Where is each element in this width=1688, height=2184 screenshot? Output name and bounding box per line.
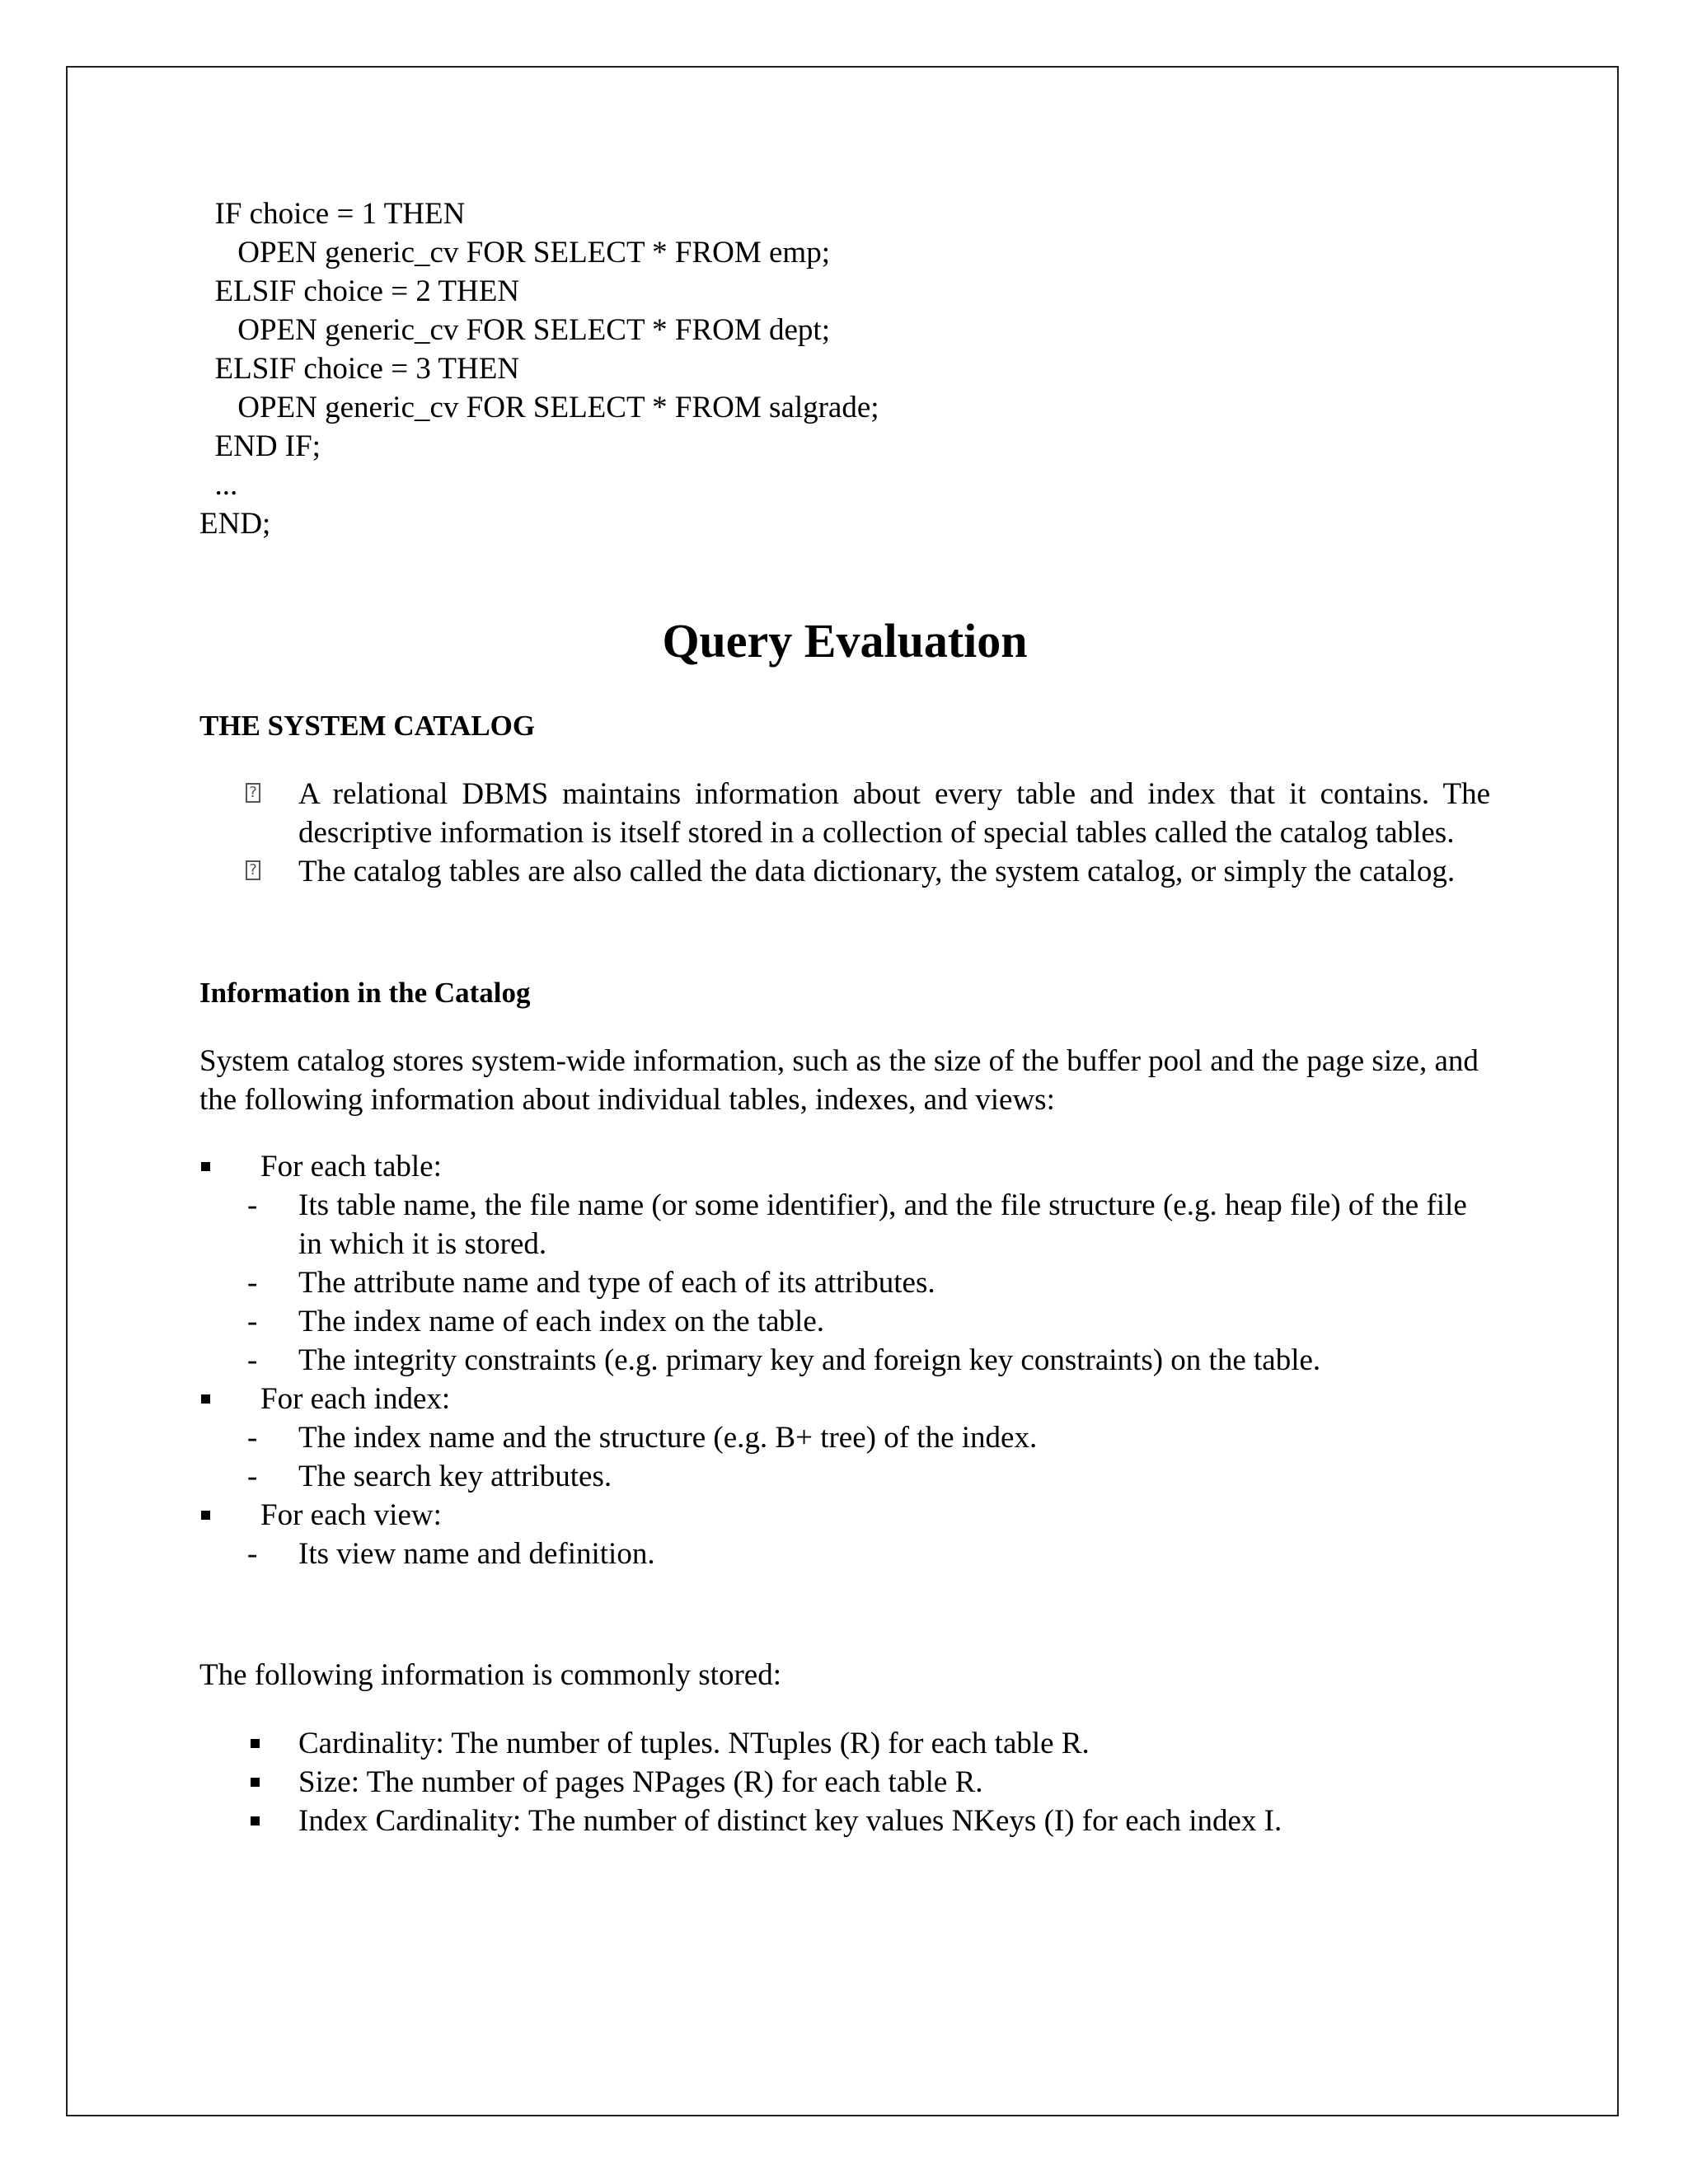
list-item-text: The integrity constraints (e.g. primary key and foreign key constraints) on the table. (298, 1343, 1321, 1377)
list-item (199, 1535, 1490, 1573)
dash-bullet-icon: - (247, 1266, 258, 1300)
list-item-text: The attribute name and type of each of its attributes. (298, 1266, 935, 1300)
section-title-info-catalog: Information in the Catalog (199, 977, 531, 1009)
document-body (199, 194, 1490, 1840)
list-item (199, 1147, 1490, 1186)
section-title-system-catalog: THE SYSTEM CATALOG (199, 710, 536, 742)
square-bullet-icon (201, 1162, 210, 1171)
system-catalog-list (199, 775, 1490, 891)
list-item (199, 1302, 1490, 1341)
list-item-text: Its table name, the file name (or some identifier), and the file structure (e.g. heap file) of the file in which it is stored. (298, 1188, 1467, 1261)
list-item-text: Its view name and definition. (298, 1537, 655, 1571)
code-line: END; (199, 507, 271, 541)
page-title: Query Evaluation (662, 614, 1028, 668)
dash-bullet-icon: - (247, 1343, 258, 1377)
info-catalog-intro: System catalog stores system-wide information, such as the size of the buffer pool and the page size, and the following information about individual tables, indexes, and views: (199, 1044, 1479, 1117)
list-item-text: A relational DBMS maintains information about every table and index that it contains. The descriptive information is itself stored in a collection of special tables called the catalog tables. (298, 777, 1490, 850)
code-line: OPEN generic_cv FOR SELECT * FROM emp; (199, 236, 830, 269)
square-bullet-icon (201, 1511, 210, 1520)
list-item (199, 1763, 1490, 1802)
list-item (199, 1341, 1490, 1380)
missing-glyph-icon: ? (246, 783, 260, 803)
square-bullet-icon (201, 1394, 210, 1404)
list-item (199, 1724, 1490, 1763)
code-line: ELSIF choice = 2 THEN (199, 274, 520, 308)
square-bullet-icon (251, 1739, 260, 1748)
list-item (199, 1186, 1490, 1263)
list-item (199, 1802, 1490, 1840)
list-item-text: Index Cardinality: The number of distinct key values NKeys (I) for each index I. (298, 1804, 1282, 1838)
list-item (199, 1496, 1490, 1535)
dash-bullet-icon: - (247, 1305, 258, 1338)
list-item (199, 852, 1490, 891)
code-line: OPEN generic_cv FOR SELECT * FROM dept; (199, 313, 830, 347)
code-line: OPEN generic_cv FOR SELECT * FROM salgrade; (199, 391, 879, 424)
list-item-text: Cardinality: The number of tuples. NTuples (R) for each table R. (298, 1727, 1090, 1760)
code-line: IF choice = 1 THEN (199, 197, 466, 231)
dash-bullet-icon: - (247, 1460, 258, 1493)
list-item (199, 1457, 1490, 1496)
list-item-text: For each index: (260, 1382, 451, 1416)
list-item-text: The index name and the structure (e.g. B+ tree) of the index. (298, 1421, 1038, 1455)
common-info-intro: The following information is commonly stored: (199, 1658, 781, 1692)
list-item-text: For each view: (260, 1498, 442, 1532)
list-item-text: Size: The number of pages NPages (R) for each table R. (298, 1765, 983, 1799)
square-bullet-icon (251, 1816, 260, 1825)
list-item (199, 1263, 1490, 1302)
dash-bullet-icon: - (247, 1421, 258, 1455)
list-item (199, 1418, 1490, 1457)
list-item-text: The index name of each index on the table. (298, 1305, 824, 1338)
code-line: ELSIF choice = 3 THEN (199, 352, 520, 386)
code-block (199, 194, 1490, 543)
code-line: END IF; (199, 429, 321, 463)
code-line: ... (199, 468, 238, 502)
list-item-text: For each table: (260, 1150, 442, 1183)
dash-bullet-icon: - (247, 1537, 258, 1571)
missing-glyph-icon: ? (246, 860, 260, 880)
square-bullet-icon (251, 1778, 260, 1787)
list-item-text: The search key attributes. (298, 1460, 612, 1493)
common-info-list (199, 1724, 1490, 1840)
catalog-info-list (199, 1147, 1490, 1573)
list-item (199, 1380, 1490, 1418)
dash-bullet-icon: - (247, 1188, 258, 1222)
list-item (199, 775, 1490, 852)
list-item-text: The catalog tables are also called the data dictionary, the system catalog, or simply the catalog. (298, 855, 1456, 888)
